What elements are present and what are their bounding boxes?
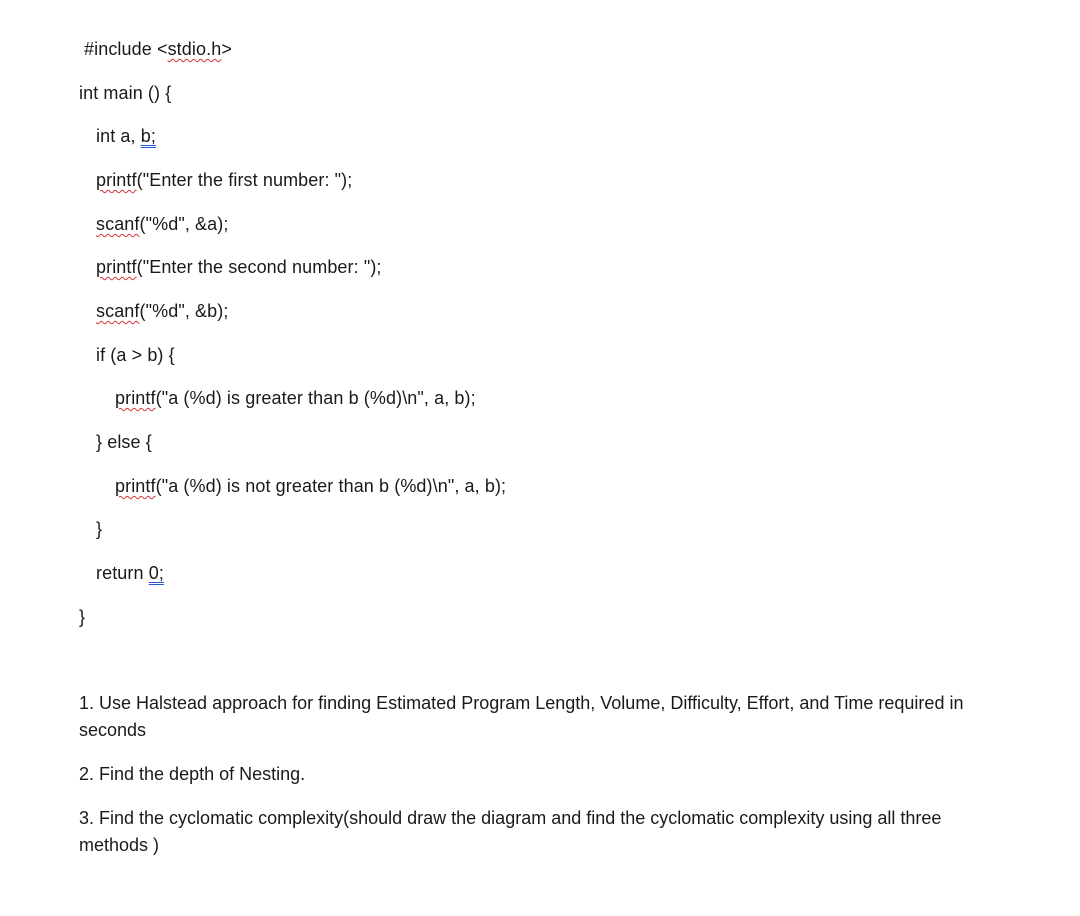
- printf-fn: printf: [115, 476, 156, 496]
- printf-args: ("a (%d) is not greater than b (%d)\n", a, b);: [155, 476, 507, 496]
- return-keyword: return: [96, 563, 149, 583]
- code-printf-not-greater: [115, 475, 506, 497]
- question-1: 1. Use Halstead approach for finding Estimated Program Length, Volume, Difficulty, Effort, and Time required in seconds: [79, 693, 964, 740]
- code-printf-greater: [115, 387, 476, 409]
- scanf-args: ("%d", &a);: [139, 214, 229, 234]
- question-2: 2. Find the depth of Nesting.: [79, 764, 306, 784]
- include-prefix: #include <: [84, 39, 168, 59]
- return-value-flagged: 0;: [148, 563, 164, 583]
- code-printf-second: [96, 256, 382, 278]
- code-main-decl: int main () {: [79, 83, 172, 103]
- printf-fn: printf: [96, 170, 137, 190]
- code-scanf-b: [96, 300, 228, 322]
- code-var-decl: [96, 125, 156, 147]
- code-else: } else {: [96, 432, 152, 452]
- scanf-fn: scanf: [96, 214, 140, 234]
- question-3: 3. Find the cyclomatic complexity(should draw the diagram and find the cyclomatic complexity using all three methods ): [79, 808, 942, 855]
- scanf-fn: scanf: [96, 301, 140, 321]
- include-suffix: >: [221, 39, 232, 59]
- code-close-main: }: [79, 607, 86, 627]
- printf-args: ("Enter the first number: ");: [136, 170, 353, 190]
- scanf-args: ("%d", &b);: [139, 301, 229, 321]
- code-return: [96, 562, 164, 584]
- code-include: [84, 38, 232, 60]
- printf-fn: printf: [96, 257, 137, 277]
- printf-args: ("a (%d) is greater than b (%d)\n", a, b);: [155, 388, 476, 408]
- include-header: stdio.h: [167, 39, 222, 59]
- printf-args: ("Enter the second number: ");: [136, 257, 382, 277]
- var-decl-flagged: b;: [140, 126, 156, 146]
- printf-fn: printf: [115, 388, 156, 408]
- code-printf-first: [96, 169, 352, 191]
- code-if: if (a > b) {: [96, 345, 175, 365]
- code-scanf-a: [96, 213, 228, 235]
- var-decl-text: int a,: [96, 126, 141, 146]
- code-close-if: }: [96, 519, 103, 539]
